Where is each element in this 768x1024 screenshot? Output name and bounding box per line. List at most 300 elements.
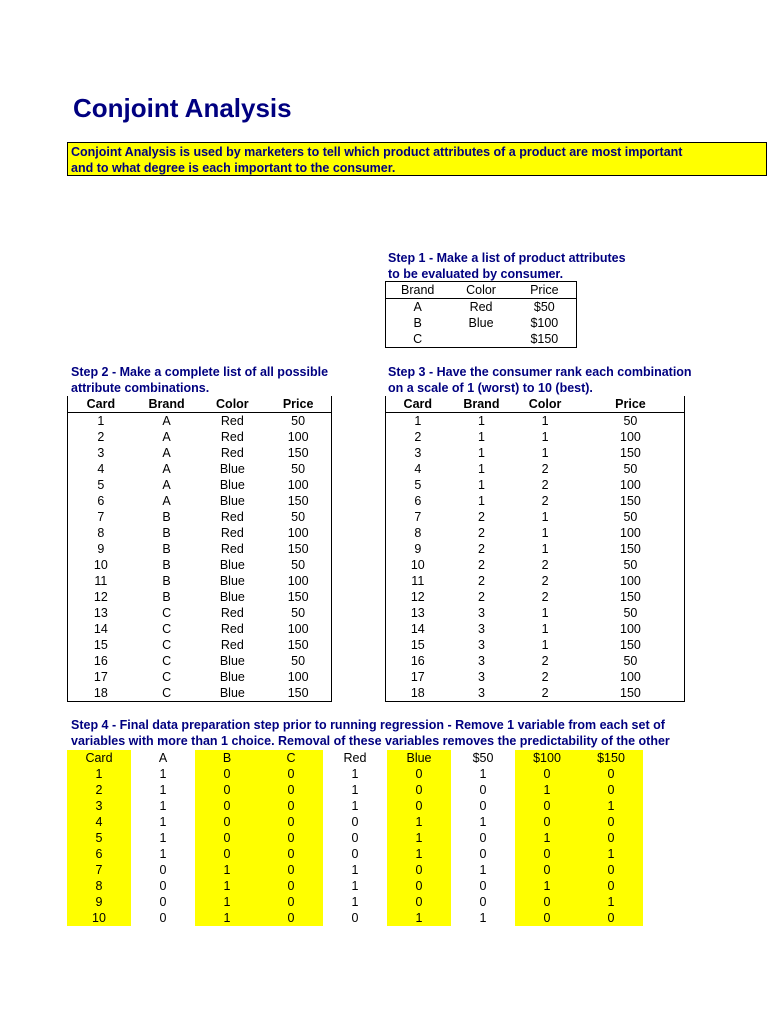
table-cell: 0 <box>579 830 643 846</box>
table-cell: 1 <box>159 799 167 813</box>
table-cell: 0 <box>159 911 167 925</box>
table-header-row <box>386 396 685 413</box>
table-cell: 1 <box>541 622 549 636</box>
table-cell: 0 <box>195 766 259 782</box>
table-row <box>386 299 577 316</box>
step3-heading <box>388 364 692 396</box>
table-cell: 2 <box>477 542 485 556</box>
table-row <box>386 669 685 685</box>
table-cell: 1 <box>387 830 451 846</box>
table-cell: 0 <box>387 766 451 782</box>
table-cell: 2 <box>541 654 549 668</box>
table-cell: 0 <box>387 862 451 878</box>
table-cell: 0 <box>579 782 643 798</box>
table-cell: 1 <box>414 414 422 428</box>
table-cell: 2 <box>541 462 549 476</box>
table-cell: 150 <box>620 446 641 460</box>
table-row <box>67 878 643 894</box>
table-row <box>68 621 332 637</box>
table-cell: 0 <box>515 798 579 814</box>
table-cell: 0 <box>479 847 487 861</box>
table-cell: 1 <box>387 814 451 830</box>
table-cell: 150 <box>287 446 309 460</box>
table-cell: 1 <box>541 542 549 556</box>
table-cell: 14 <box>93 622 108 636</box>
table-cell: Red <box>220 622 244 636</box>
table-cell: 1 <box>479 863 487 877</box>
column-header: Card <box>67 750 131 766</box>
table-cell: 1 <box>387 846 451 862</box>
table-cell: 4 <box>97 462 105 476</box>
table-cell: Red <box>220 414 244 428</box>
table-cell: 15 <box>410 638 425 652</box>
column-header: Color <box>449 282 512 299</box>
table-cell: 6 <box>97 494 105 508</box>
table-row <box>68 445 332 461</box>
table-cell: 0 <box>579 766 643 782</box>
table-cell: 3 <box>477 654 485 668</box>
table-cell: Red <box>220 510 244 524</box>
step1-heading <box>388 250 626 282</box>
table-cell: 2 <box>541 574 549 588</box>
table-row <box>68 477 332 493</box>
table-cell: 18 <box>410 686 425 700</box>
table-cell: 11 <box>94 574 108 588</box>
step2-combinations-table <box>67 396 332 702</box>
table-cell: 150 <box>287 638 309 652</box>
table-cell: 1 <box>479 815 487 829</box>
column-header: Price <box>265 396 331 413</box>
table-cell: 9 <box>67 894 131 910</box>
table-cell: 14 <box>410 622 425 636</box>
table-row <box>67 766 643 782</box>
table-cell: 1 <box>541 606 549 620</box>
step3-line-2: on a scale of 1 (worst) to 10 (best). <box>388 381 593 395</box>
table-cell: 0 <box>387 782 451 798</box>
table-cell: 2 <box>541 478 549 492</box>
table-row <box>386 637 685 653</box>
table-row <box>386 605 685 621</box>
table-cell: 2 <box>414 430 422 444</box>
table-cell: Red <box>220 526 244 540</box>
table-cell: B <box>162 574 171 588</box>
table-row <box>386 429 685 445</box>
table-cell: 7 <box>414 510 422 524</box>
table-cell: 8 <box>97 526 105 540</box>
table-row <box>68 461 332 477</box>
table-cell: 50 <box>291 654 306 668</box>
table-cell: 0 <box>259 846 323 862</box>
table-cell: 1 <box>541 510 549 524</box>
table-cell: 0 <box>351 911 359 925</box>
intro-line-1: Conjoint Analysis is used by marketers to tell which product attributes of a product are most important <box>71 145 683 159</box>
table-header-row <box>386 282 577 299</box>
table-row <box>386 461 685 477</box>
table-cell: 0 <box>259 766 323 782</box>
table-row <box>386 315 577 331</box>
column-header: Card <box>68 396 134 413</box>
table-row <box>386 445 685 461</box>
table-cell: 150 <box>287 494 309 508</box>
table-cell: 6 <box>67 846 131 862</box>
table-row <box>68 541 332 557</box>
table-cell: 1 <box>541 414 549 428</box>
table-cell: 13 <box>410 606 425 620</box>
column-header: Price <box>577 396 685 413</box>
table-cell: 150 <box>287 542 309 556</box>
table-cell: Blue <box>219 462 245 476</box>
table-cell: 0 <box>195 830 259 846</box>
column-header: $150 <box>579 750 643 766</box>
table-cell: 15 <box>93 638 108 652</box>
table-row <box>68 429 332 445</box>
column-header: Brand <box>134 396 200 413</box>
column-header: Price <box>513 282 577 299</box>
table-cell: 10 <box>67 910 131 926</box>
table-cell: 4 <box>67 814 131 830</box>
table-cell: 1 <box>195 894 259 910</box>
table-cell: Red <box>220 446 244 460</box>
step2-heading <box>71 364 328 396</box>
column-header: Red <box>343 751 367 765</box>
step3-ranking-table <box>385 396 685 702</box>
intro-line-2: and to what degree is each important to the consumer. <box>71 161 396 175</box>
table-cell: 17 <box>93 670 108 684</box>
table-cell: 100 <box>620 670 641 684</box>
table-cell: 1 <box>67 766 131 782</box>
table-cell: C <box>162 606 172 620</box>
table-cell: 150 <box>620 686 641 700</box>
table-cell: 1 <box>541 446 549 460</box>
table-cell: A <box>162 478 171 492</box>
table-cell: A <box>162 414 171 428</box>
table-cell: 0 <box>515 894 579 910</box>
table-row <box>386 685 685 702</box>
table-row <box>68 573 332 589</box>
table-cell: 0 <box>515 814 579 830</box>
table-cell: 2 <box>477 526 485 540</box>
table-cell: 100 <box>287 478 309 492</box>
table-cell: $50 <box>533 300 555 314</box>
column-header: Color <box>513 396 577 413</box>
table-cell: 2 <box>477 558 485 572</box>
table-cell: A <box>162 446 171 460</box>
step4-heading <box>71 717 670 749</box>
table-cell: 3 <box>477 670 485 684</box>
table-row <box>386 573 685 589</box>
table-row <box>68 685 332 702</box>
table-cell: 0 <box>259 862 323 878</box>
table-cell: 8 <box>67 878 131 894</box>
column-header: C <box>259 750 323 766</box>
table-cell: 10 <box>93 558 108 572</box>
table-row <box>68 525 332 541</box>
table-cell: 0 <box>195 846 259 862</box>
table-row <box>67 894 643 910</box>
table-cell: 3 <box>414 446 422 460</box>
table-cell: Red <box>220 430 244 444</box>
table-header-row <box>68 396 332 413</box>
table-cell: 100 <box>620 526 641 540</box>
column-header: Brand <box>450 396 514 413</box>
table-cell: A <box>162 462 171 476</box>
table-cell: 50 <box>291 558 306 572</box>
table-cell: 0 <box>479 799 487 813</box>
page-title: Conjoint Analysis <box>73 93 292 123</box>
table-cell: 3 <box>97 446 105 460</box>
table-cell: 0 <box>351 831 359 845</box>
table-cell: 0 <box>259 910 323 926</box>
table-cell: 3 <box>477 622 485 636</box>
table-cell: 1 <box>159 767 167 781</box>
table-cell: Blue <box>468 316 494 330</box>
table-row <box>386 589 685 605</box>
table-row <box>68 605 332 621</box>
table-cell: $100 <box>530 316 559 330</box>
table-cell: Red <box>220 638 244 652</box>
table-cell: 5 <box>414 478 422 492</box>
table-cell: 9 <box>414 542 422 556</box>
table-cell: 150 <box>287 686 309 700</box>
table-cell: 150 <box>620 638 641 652</box>
table-row <box>67 782 643 798</box>
table-cell: Red <box>469 300 493 314</box>
table-cell: 1 <box>195 910 259 926</box>
table-cell: 2 <box>541 494 549 508</box>
table-cell: 1 <box>579 846 643 862</box>
table-cell: 0 <box>259 878 323 894</box>
table-cell: A <box>162 494 171 508</box>
table-cell: Blue <box>219 590 245 604</box>
table-row <box>386 653 685 669</box>
table-cell: 100 <box>287 526 309 540</box>
column-header: Card <box>386 396 450 413</box>
table-row <box>386 525 685 541</box>
table-cell: 1 <box>479 911 487 925</box>
table-cell: Blue <box>219 494 245 508</box>
table-cell: 1 <box>351 879 359 893</box>
table-cell: 150 <box>620 590 641 604</box>
table-cell: 0 <box>259 830 323 846</box>
table-cell: 9 <box>97 542 105 556</box>
table-cell: 150 <box>620 542 641 556</box>
table-cell: 0 <box>259 894 323 910</box>
table-cell: B <box>162 590 171 604</box>
table-cell: 0 <box>195 814 259 830</box>
table-cell: 0 <box>479 895 487 909</box>
table-cell: 0 <box>387 878 451 894</box>
table-row <box>67 814 643 830</box>
table-row <box>386 493 685 509</box>
table-cell: 0 <box>479 831 487 845</box>
table-row <box>68 669 332 685</box>
table-cell: 16 <box>410 654 425 668</box>
table-row <box>68 493 332 509</box>
table-cell: 1 <box>477 478 485 492</box>
table-cell: 1 <box>515 878 579 894</box>
column-header: B <box>195 750 259 766</box>
table-cell: 18 <box>93 686 108 700</box>
table-row <box>68 653 332 669</box>
table-cell: B <box>162 558 171 572</box>
table-cell: 4 <box>414 462 422 476</box>
table-cell: 1 <box>479 767 487 781</box>
table-cell: 1 <box>351 799 359 813</box>
table-cell: 100 <box>287 574 309 588</box>
column-header: Brand <box>386 282 450 299</box>
table-cell: 0 <box>579 814 643 830</box>
table-cell: 0 <box>159 863 167 877</box>
table-cell: 2 <box>541 670 549 684</box>
table-cell: 1 <box>351 783 359 797</box>
table-cell: 0 <box>515 910 579 926</box>
table-cell: 1 <box>387 910 451 926</box>
table-cell: $150 <box>530 332 559 346</box>
column-header: Blue <box>387 750 451 766</box>
table-cell: 0 <box>195 798 259 814</box>
table-cell: 2 <box>477 510 485 524</box>
table-cell: Red <box>220 606 244 620</box>
table-cell: Blue <box>219 670 245 684</box>
table-cell: 1 <box>159 847 167 861</box>
step4-dummy-variable-table <box>67 750 643 926</box>
table-cell: 150 <box>620 494 641 508</box>
table-row <box>67 862 643 878</box>
table-row <box>386 541 685 557</box>
table-cell: 0 <box>259 814 323 830</box>
table-cell <box>449 331 512 348</box>
intro-box <box>67 142 767 176</box>
table-cell: 2 <box>477 590 485 604</box>
table-cell: 0 <box>387 798 451 814</box>
table-cell: 1 <box>351 863 359 877</box>
table-cell: 16 <box>93 654 108 668</box>
table-cell: 12 <box>410 590 425 604</box>
table-cell: 1 <box>477 446 485 460</box>
table-row <box>386 413 685 430</box>
table-cell: 100 <box>287 430 309 444</box>
table-cell: 8 <box>414 526 422 540</box>
table-row <box>67 798 643 814</box>
table-cell: 100 <box>287 670 309 684</box>
table-cell: 1 <box>541 638 549 652</box>
table-cell: 2 <box>541 686 549 700</box>
table-cell: 3 <box>67 798 131 814</box>
step3-line-1: Step 3 - Have the consumer rank each combination <box>388 365 692 379</box>
table-cell: 13 <box>93 606 108 620</box>
table-cell: 11 <box>411 574 425 588</box>
table-cell: B <box>162 526 171 540</box>
table-cell: Red <box>220 542 244 556</box>
table-cell: 0 <box>387 894 451 910</box>
table-row <box>386 509 685 525</box>
table-cell: 50 <box>623 510 638 524</box>
table-row <box>386 621 685 637</box>
table-cell: 5 <box>97 478 105 492</box>
table-cell: 2 <box>67 782 131 798</box>
table-cell: 1 <box>541 526 549 540</box>
table-header-row <box>67 750 643 766</box>
table-row <box>68 557 332 573</box>
table-cell: 100 <box>620 430 641 444</box>
table-cell: 1 <box>351 895 359 909</box>
table-cell: 1 <box>159 783 167 797</box>
table-cell: 50 <box>623 414 638 428</box>
column-header: A <box>158 751 168 765</box>
table-cell: 17 <box>410 670 425 684</box>
table-cell: 0 <box>579 862 643 878</box>
table-cell: 7 <box>67 862 131 878</box>
table-cell: 3 <box>477 686 485 700</box>
table-cell: 1 <box>351 767 359 781</box>
table-cell: C <box>162 638 172 652</box>
table-row <box>386 477 685 493</box>
table-cell: 2 <box>97 430 105 444</box>
table-cell: B <box>162 510 171 524</box>
column-header: Color <box>199 396 265 413</box>
table-row <box>68 589 332 605</box>
table-cell: A <box>162 430 171 444</box>
table-cell: 1 <box>515 782 579 798</box>
table-cell: 5 <box>67 830 131 846</box>
table-row <box>386 331 577 348</box>
step1-line-2: to be evaluated by consumer. <box>388 267 564 281</box>
table-cell: 0 <box>351 815 359 829</box>
table-cell: C <box>162 670 172 684</box>
table-row <box>68 637 332 653</box>
table-cell: 1 <box>195 878 259 894</box>
table-cell: Blue <box>219 654 245 668</box>
step1-attribute-table <box>385 281 577 348</box>
table-cell: 1 <box>195 862 259 878</box>
table-cell: 100 <box>287 622 309 636</box>
table-cell: C <box>413 332 423 346</box>
table-cell: 10 <box>410 558 425 572</box>
table-cell: 1 <box>579 894 643 910</box>
table-cell: 50 <box>623 462 638 476</box>
table-row <box>67 846 643 862</box>
table-cell: 150 <box>287 590 309 604</box>
table-cell: 1 <box>515 830 579 846</box>
table-cell: 50 <box>623 558 638 572</box>
table-cell: 3 <box>477 638 485 652</box>
table-cell: 0 <box>159 895 167 909</box>
table-cell: 1 <box>579 798 643 814</box>
table-cell: B <box>413 316 422 330</box>
table-cell: 1 <box>477 462 485 476</box>
table-cell: 2 <box>541 590 549 604</box>
table-cell: 100 <box>620 574 641 588</box>
table-cell: 7 <box>97 510 105 524</box>
table-cell: C <box>162 654 172 668</box>
table-cell: 6 <box>414 494 422 508</box>
table-cell: 1 <box>477 494 485 508</box>
table-cell: 0 <box>259 782 323 798</box>
table-cell: 0 <box>259 798 323 814</box>
table-cell: 0 <box>579 910 643 926</box>
table-row <box>67 910 643 926</box>
table-cell: 0 <box>515 766 579 782</box>
table-cell: B <box>162 542 171 556</box>
table-cell: 100 <box>620 478 641 492</box>
table-cell: 0 <box>515 846 579 862</box>
table-cell: Blue <box>219 558 245 572</box>
table-cell: 2 <box>541 558 549 572</box>
step2-line-1: Step 2 - Make a complete list of all possible <box>71 365 329 379</box>
table-cell: 50 <box>291 462 306 476</box>
table-cell: 0 <box>479 783 487 797</box>
table-cell: C <box>162 622 172 636</box>
